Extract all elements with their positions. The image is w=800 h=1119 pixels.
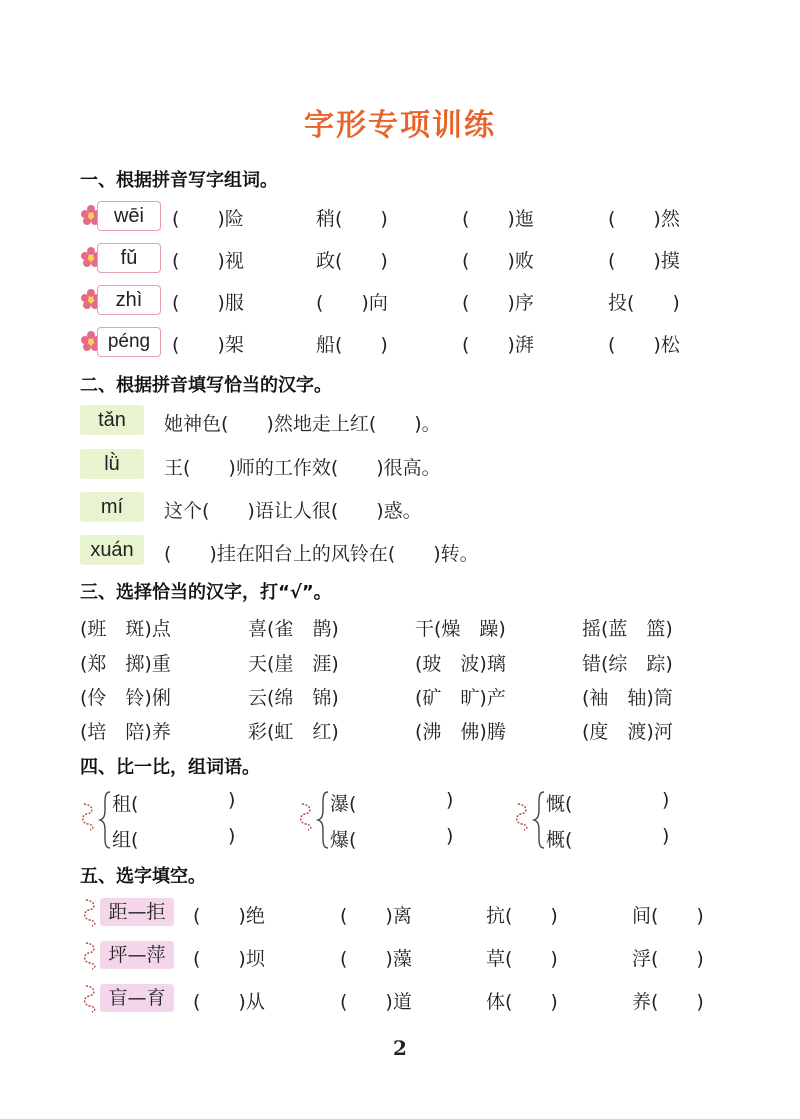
pinyin-box: wēi (97, 201, 161, 231)
pinyin-box: fǔ (97, 243, 161, 273)
choice-item: (玻 波)璃 (415, 653, 506, 675)
section-5-heading: 五、选字填空。 (80, 866, 206, 887)
blank-item: ( )松 (608, 334, 680, 356)
pinyin-tag: xuán (80, 535, 144, 565)
page-number: 2 (393, 1036, 407, 1060)
choice-item: 错(综 踪) (582, 653, 673, 675)
choice-item: (郑 掷)重 (80, 653, 171, 675)
blank-item: 养( ) (632, 991, 704, 1013)
choice-tag: 盲—育 (100, 984, 174, 1012)
section-1-heading: 一、根据拼音写字组词。 (80, 170, 278, 191)
blank-item: ( )败 (462, 250, 534, 272)
blank-item: ( )迤 (462, 208, 534, 230)
blank-item: ( )坝 (193, 948, 265, 970)
blank-item: ( )道 (340, 991, 412, 1013)
compare-word: 组( (112, 829, 139, 851)
blank-item: ( )架 (172, 334, 244, 356)
choice-item: 喜(雀 鹊) (248, 618, 339, 640)
choice-item: (度 渡)河 (582, 721, 673, 743)
blank-item: ( )摸 (608, 250, 680, 272)
choice-item: 干(燥 躁) (415, 618, 506, 640)
blank-item: 投( ) (608, 292, 680, 314)
blank-item: ( )湃 (462, 334, 534, 356)
blank-item: 浮( ) (632, 948, 704, 970)
compare-word: 瀑( (330, 793, 357, 815)
blank-item: ( )然 (608, 208, 680, 230)
swirl-icon (78, 801, 100, 831)
choice-tag: 坪—萍 (100, 941, 174, 969)
blank-item: 体( ) (486, 991, 558, 1013)
swirl-icon (296, 801, 318, 831)
blank-item: 船( ) (316, 334, 388, 356)
close-paren: ) (228, 825, 236, 847)
blank-item: ( )绝 (193, 905, 265, 927)
choice-item: (培 陪)养 (80, 721, 171, 743)
swirl-icon (512, 801, 534, 831)
pinyin-box: zhì (97, 285, 161, 315)
close-paren: ) (662, 825, 670, 847)
blank-item: 草( ) (486, 948, 558, 970)
blank-item: ( )离 (340, 905, 412, 927)
blank-item: ( )从 (193, 991, 265, 1013)
close-paren: ) (446, 789, 454, 811)
choice-item: (班 斑)点 (80, 618, 171, 640)
compare-word: 慨( (546, 793, 573, 815)
close-paren: ) (662, 789, 670, 811)
blank-item: ( )藻 (340, 948, 412, 970)
compare-word: 租( (112, 793, 139, 815)
brace-icon (98, 790, 112, 850)
pinyin-box: péng (97, 327, 161, 357)
blank-item: 抗( ) (486, 905, 558, 927)
section-3-heading: 三、选择恰当的汉字，打“√”。 (80, 582, 332, 603)
pinyin-tag: lǜ (80, 449, 144, 479)
pinyin-tag: mí (80, 492, 144, 522)
choice-item: 云(绵 锦) (248, 687, 339, 709)
blank-item: ( )服 (172, 292, 244, 314)
blank-item: ( )向 (316, 292, 388, 314)
choice-item: 彩(虹 红) (248, 721, 339, 743)
choice-item: 天(崖 涯) (248, 653, 339, 675)
sentence: 这个( )语让人很( )惑。 (164, 500, 422, 522)
blank-item: ( )视 (172, 250, 244, 272)
choice-item: (袖 轴)筒 (582, 687, 673, 709)
choice-item: (矿 旷)产 (415, 687, 506, 709)
section-2-heading: 二、根据拼音填写恰当的汉字。 (80, 375, 332, 396)
blank-item: ( )序 (462, 292, 534, 314)
section-4-heading: 四、比一比，组词语。 (80, 757, 260, 778)
choice-item: 摇(蓝 篮) (582, 618, 673, 640)
sentence: 王( )师的工作效( )很高。 (164, 457, 441, 479)
pinyin-tag: tǎn (80, 405, 144, 435)
swirl-icon (80, 983, 102, 1013)
brace-icon (316, 790, 330, 850)
blank-item: ( )险 (172, 208, 244, 230)
compare-word: 爆( (330, 829, 357, 851)
choice-tag: 距—拒 (100, 898, 174, 926)
brace-icon (532, 790, 546, 850)
sentence: ( )挂在阳台上的风铃在( )转。 (164, 543, 479, 565)
blank-item: 间( ) (632, 905, 704, 927)
sentence: 她神色( )然地走上红( )。 (164, 413, 441, 435)
choice-item: (伶 铃)俐 (80, 687, 171, 709)
blank-item: 政( ) (316, 250, 388, 272)
close-paren: ) (228, 789, 236, 811)
compare-word: 概( (546, 829, 573, 851)
swirl-icon (80, 940, 102, 970)
choice-item: (沸 佛)腾 (415, 721, 506, 743)
swirl-icon (80, 897, 102, 927)
blank-item: 稍( ) (316, 208, 388, 230)
close-paren: ) (446, 825, 454, 847)
page-title: 字形专项训练 (304, 108, 496, 143)
